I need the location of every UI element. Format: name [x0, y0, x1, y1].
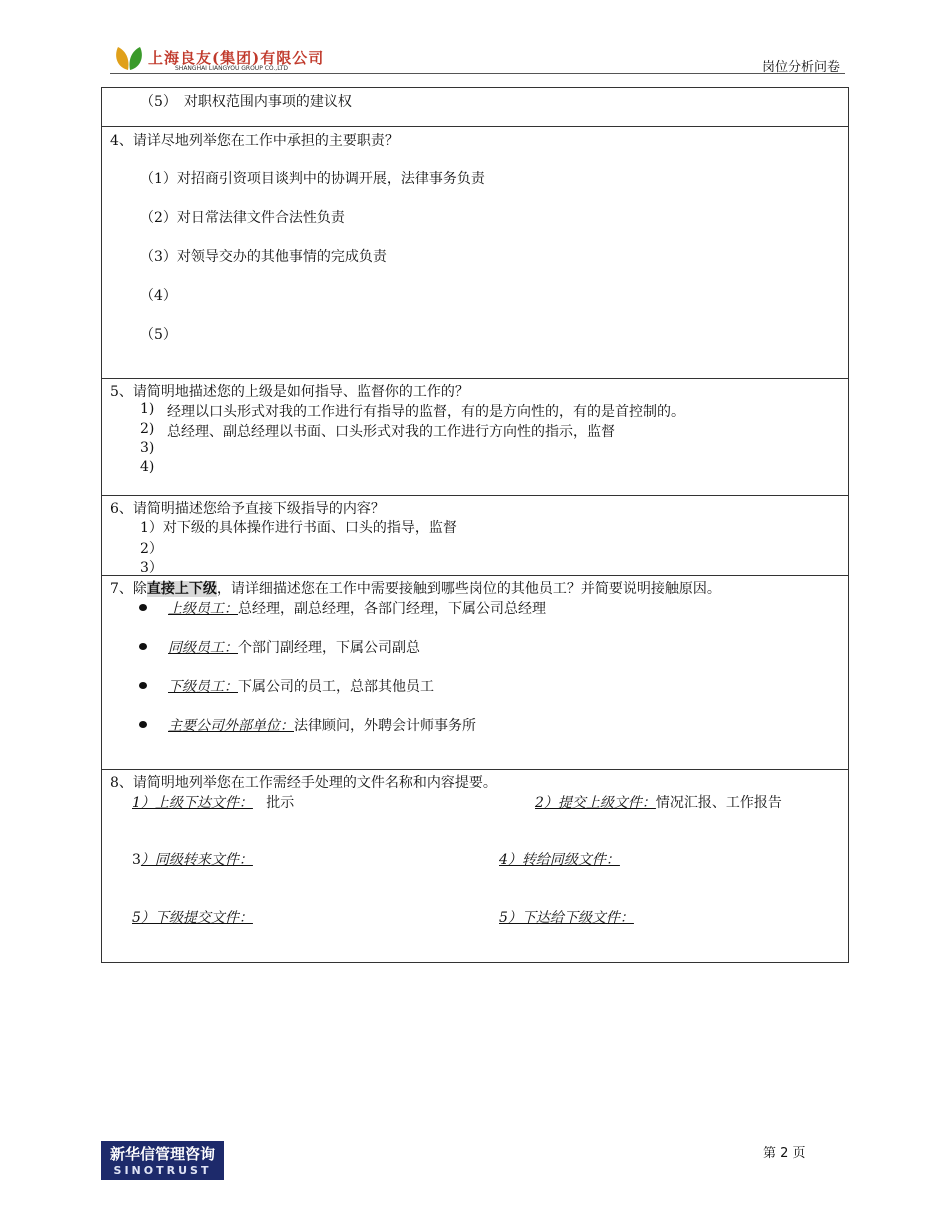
q6-item-3: 3） — [140, 560, 163, 576]
header-divider — [110, 73, 845, 74]
sinotrust-logo — [101, 1141, 224, 1180]
q7-item-3: 下级员工：下属公司的员工，总部其他员工 — [168, 679, 434, 695]
q8-file-5: 5）下级提交文件： — [132, 910, 253, 926]
q8-file-1: 1）上级下达文件： 批示 — [132, 795, 295, 811]
q4-item-1: （1）对招商引资项目谈判中的协调开展，法律事务负责 — [140, 171, 485, 187]
bullet-icon — [139, 721, 147, 728]
q4-question: 4、请详尽地列举您在工作中承担的主要职责？ — [110, 133, 399, 149]
q7-highlight: 直接上下级 — [146, 581, 217, 597]
q5-num-2: 2) — [140, 421, 155, 437]
q4-item-5: （5） — [140, 327, 177, 343]
footer-logo-cn: 新华信管理咨询 — [109, 1145, 215, 1163]
bullet-icon — [139, 682, 147, 689]
q7-question: 7、除直接上下级，请详细描述您在工作中需要接触到哪些岗位的其他员工？并简要说明接触原因。 — [110, 581, 721, 597]
q8-file-3: 3）同级转来文件： — [132, 852, 253, 868]
document-title: 岗位分析问卷 — [761, 60, 840, 75]
q4-item-4: （4） — [140, 288, 177, 304]
q5-num-4: 4) — [140, 459, 155, 475]
q4-item-3: （3）对领导交办的其他事情的完成负责 — [140, 249, 387, 265]
company-logo-leaf-icon — [114, 45, 144, 72]
section-q7 — [102, 576, 849, 770]
q8-question: 8、请简明地列举您在工作需经手处理的文件名称和内容提要。 — [110, 775, 497, 791]
q5-question: 5、请简明地描述您的上级是如何指导、监督你的工作的？ — [110, 384, 469, 400]
section-q5 — [102, 379, 849, 496]
q7-item-4: 主要公司外部单位：法律顾问，外聘会计师事务所 — [168, 718, 476, 734]
q5-num-3: 3) — [140, 440, 155, 456]
q7-item-2: 同级员工：个部门副经理，下属公司副总 — [168, 640, 420, 656]
company-name-cn: 上海良友(集团)有限公司 — [148, 49, 325, 67]
q8-file-6: 5）下达给下级文件： — [499, 910, 634, 926]
footer-logo-en: SINOTRUST — [113, 1164, 212, 1177]
q7-item-1: 上级员工：总经理，副总经理，各部门经理，下属公司总经理 — [168, 601, 546, 617]
q4-item-2: （2）对日常法律文件合法性负责 — [140, 210, 345, 226]
q8-file-2: 2）提交上级文件：情况汇报、工作报告 — [535, 795, 782, 811]
section-q6 — [102, 496, 849, 576]
q5-item-1: 经理以口头形式对我的工作进行有指导的监督，有的是方向性的，有的是首控制的。 — [167, 404, 685, 420]
q8-file-4: 4）转给同级文件： — [499, 852, 620, 868]
bullet-icon — [139, 643, 147, 650]
q5-item-2: 总经理、副总经理以书面、口头形式对我的工作进行方向性的指示，监督 — [167, 424, 615, 440]
row-authority — [102, 88, 849, 127]
q5-num-1: 1) — [140, 401, 155, 417]
authority-item-5: （5） 对职权范围内事项的建议权 — [140, 94, 352, 110]
company-name-en: SHANGHAI LIANGYOU GROUP CO.,LTD — [175, 65, 289, 72]
bullet-icon — [139, 604, 147, 611]
section-q8 — [102, 770, 849, 963]
q6-item-1: 1）对下级的具体操作进行书面、口头的指导，监督 — [140, 520, 457, 536]
page-number: 第 2 页 — [763, 1146, 806, 1161]
q6-item-2: 2） — [140, 541, 163, 557]
section-q4 — [102, 127, 849, 379]
questionnaire-table — [101, 87, 849, 963]
q6-question: 6、请简明描述您给予直接下级指导的内容？ — [110, 501, 385, 517]
